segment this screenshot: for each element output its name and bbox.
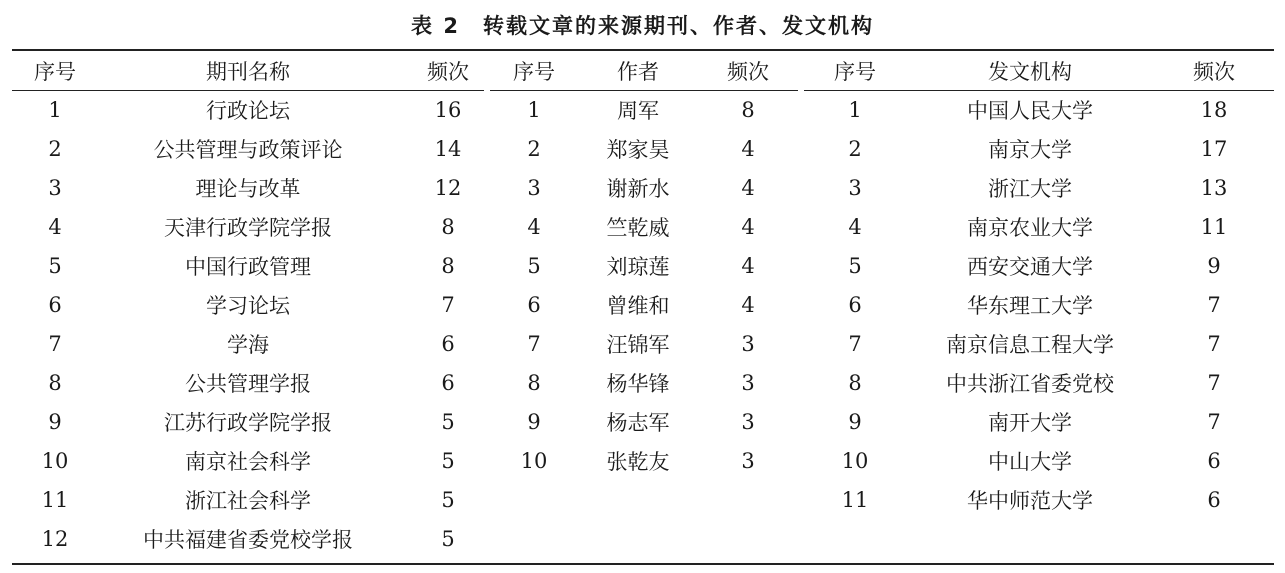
row-index: 4	[848, 214, 862, 239]
frequency: 3	[741, 409, 755, 434]
table-row	[12, 441, 498, 480]
institutions-rows	[804, 90, 1274, 519]
journal-name: 学海	[227, 332, 269, 357]
frequency: 4	[741, 292, 755, 317]
row-index: 6	[527, 292, 541, 317]
table-row	[490, 441, 798, 480]
author-name: 周军	[617, 98, 659, 123]
table-row	[804, 207, 1274, 246]
author-name: 张乾友	[606, 449, 670, 474]
journal-name: 浙江社会科学	[185, 488, 311, 513]
author-name: 郑家昊	[606, 137, 670, 162]
table-row	[804, 480, 1274, 519]
author-name: 刘琼莲	[606, 254, 670, 279]
author-name: 竺乾威	[606, 215, 670, 240]
column-header: 发文机构	[988, 60, 1072, 84]
row-index: 7	[527, 331, 541, 356]
row-index: 1	[48, 97, 62, 122]
table-row	[490, 129, 798, 168]
row-index: 9	[48, 409, 62, 434]
row-index: 2	[527, 136, 541, 161]
row-index: 3	[848, 175, 862, 200]
frequency: 6	[441, 370, 455, 395]
row-index: 4	[48, 214, 62, 239]
frequency: 4	[741, 253, 755, 278]
frequency: 3	[741, 331, 755, 356]
table-row	[12, 129, 498, 168]
row-index: 9	[527, 409, 541, 434]
journal-name: 理论与改革	[195, 176, 301, 201]
frequency: 8	[741, 97, 755, 122]
row-index: 3	[48, 175, 62, 200]
frequency: 7	[1207, 409, 1221, 434]
table-row	[490, 90, 798, 129]
table-row	[804, 324, 1274, 363]
row-index: 7	[848, 331, 862, 356]
author-name: 杨华锋	[606, 371, 670, 396]
journal-name: 公共管理学报	[185, 371, 311, 396]
institution-name: 西安交通大学	[967, 254, 1093, 279]
frequency: 17	[1200, 136, 1228, 161]
table-row	[12, 324, 498, 363]
institution-name: 南京信息工程大学	[946, 332, 1114, 357]
journal-name: 学习论坛	[206, 293, 290, 318]
institutions-header-row	[804, 52, 1274, 90]
column-header: 频次	[1193, 60, 1235, 84]
frequency: 7	[1207, 292, 1221, 317]
table-row	[804, 246, 1274, 285]
frequency: 13	[1200, 175, 1228, 200]
author-name: 汪锦军	[606, 332, 670, 357]
institution-name: 中国人民大学	[967, 98, 1093, 123]
frequency: 8	[441, 214, 455, 239]
frequency: 14	[434, 136, 462, 161]
table-row	[804, 168, 1274, 207]
frequency: 6	[441, 331, 455, 356]
column-header: 序号	[34, 60, 76, 84]
authors-rows	[490, 90, 798, 480]
journals-rows	[12, 90, 498, 558]
table-row	[12, 246, 498, 285]
institution-name: 南开大学	[988, 410, 1072, 435]
author-name: 杨志军	[606, 410, 670, 435]
row-index: 11	[41, 487, 69, 512]
table-row	[12, 402, 498, 441]
row-index: 6	[48, 292, 62, 317]
row-index: 10	[520, 448, 548, 473]
row-index: 5	[527, 253, 541, 278]
row-index: 7	[48, 331, 62, 356]
table-row	[804, 285, 1274, 324]
table-top-rule	[12, 49, 1274, 51]
frequency: 9	[1207, 253, 1221, 278]
row-index: 5	[848, 253, 862, 278]
frequency: 18	[1200, 97, 1228, 122]
institution-name: 华中师范大学	[967, 488, 1093, 513]
table-row	[490, 402, 798, 441]
column-header: 序号	[834, 60, 876, 84]
journal-name: 行政论坛	[206, 98, 290, 123]
table-row	[490, 363, 798, 402]
table-row	[804, 129, 1274, 168]
author-name: 曾维和	[606, 293, 670, 318]
frequency: 4	[741, 136, 755, 161]
institution-name: 中共浙江省委党校	[946, 371, 1114, 396]
frequency: 5	[441, 487, 455, 512]
row-index: 5	[48, 253, 62, 278]
table-row	[12, 168, 498, 207]
row-index: 2	[48, 136, 62, 161]
row-index: 2	[848, 136, 862, 161]
row-index: 8	[48, 370, 62, 395]
table-row	[12, 480, 498, 519]
frequency: 12	[434, 175, 462, 200]
table-row	[804, 441, 1274, 480]
frequency: 5	[441, 409, 455, 434]
authors-header-row	[490, 52, 798, 90]
frequency: 8	[441, 253, 455, 278]
journal-name: 公共管理与政策评论	[153, 137, 343, 162]
row-index: 8	[527, 370, 541, 395]
table-row	[12, 363, 498, 402]
institution-name: 南京农业大学	[967, 215, 1093, 240]
journal-name: 天津行政学院学报	[164, 215, 332, 240]
frequency: 11	[1200, 214, 1228, 239]
frequency: 6	[1207, 448, 1221, 473]
table-row	[804, 363, 1274, 402]
frequency: 5	[441, 526, 455, 551]
frequency: 4	[741, 214, 755, 239]
table-row	[12, 285, 498, 324]
journal-name: 中共福建省委党校学报	[143, 527, 353, 552]
institution-name: 南京大学	[988, 137, 1072, 162]
column-header: 作者	[617, 60, 659, 84]
row-index: 12	[41, 526, 69, 551]
table-row	[490, 246, 798, 285]
frequency: 7	[1207, 331, 1221, 356]
institution-name: 中山大学	[988, 449, 1072, 474]
institutions-table	[804, 52, 1274, 519]
table-row	[490, 168, 798, 207]
table-row	[804, 90, 1274, 129]
journal-name: 江苏行政学院学报	[164, 410, 332, 435]
table-row	[490, 207, 798, 246]
row-index: 6	[848, 292, 862, 317]
table-row	[804, 402, 1274, 441]
row-index: 10	[41, 448, 69, 473]
authors-table	[490, 52, 798, 480]
frequency: 16	[434, 97, 462, 122]
column-header: 期刊名称	[206, 60, 290, 84]
journals-table	[12, 52, 498, 558]
table-bottom-rule	[12, 563, 1274, 565]
frequency: 7	[441, 292, 455, 317]
frequency: 4	[741, 175, 755, 200]
row-index: 9	[848, 409, 862, 434]
table-row	[12, 90, 498, 129]
table-row	[12, 519, 498, 558]
row-index: 1	[848, 97, 862, 122]
frequency: 7	[1207, 370, 1221, 395]
frequency: 3	[741, 370, 755, 395]
table-row	[490, 285, 798, 324]
institution-name: 浙江大学	[988, 176, 1072, 201]
table-row	[12, 207, 498, 246]
journal-name: 中国行政管理	[185, 254, 311, 279]
journal-name: 南京社会科学	[185, 449, 311, 474]
column-header: 序号	[513, 60, 555, 84]
row-index: 10	[841, 448, 869, 473]
frequency: 6	[1207, 487, 1221, 512]
column-header: 频次	[727, 60, 769, 84]
institution-name: 华东理工大学	[967, 293, 1093, 318]
row-index: 3	[527, 175, 541, 200]
frequency: 3	[741, 448, 755, 473]
frequency: 5	[441, 448, 455, 473]
journals-header-row	[12, 52, 498, 90]
row-index: 4	[527, 214, 541, 239]
row-index: 11	[841, 487, 869, 512]
row-index: 1	[527, 97, 541, 122]
table-caption: 表 2 转载文章的来源期刊、作者、发文机构	[411, 14, 874, 38]
author-name: 谢新水	[606, 176, 670, 201]
column-header: 频次	[427, 60, 469, 84]
row-index: 8	[848, 370, 862, 395]
table-row	[490, 324, 798, 363]
